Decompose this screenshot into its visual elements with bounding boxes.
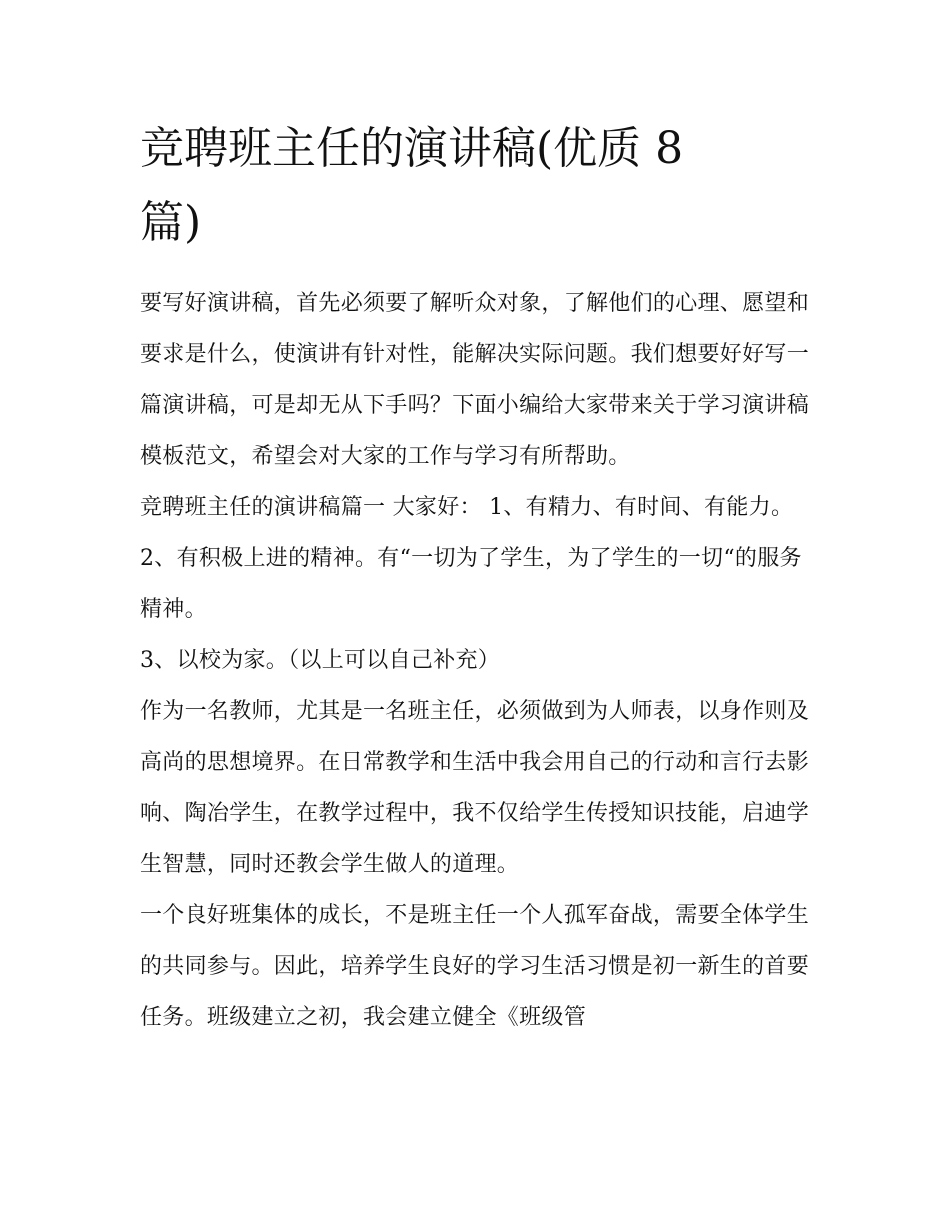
paragraph-teacher-role: 作为一名教师，尤其是一名班主任，必须做到为人师表，以身作则及高尚的思想境界。在日常教学和生活中我会用自己的行动和言行去影响、陶冶学生，在教学过程中，我不仅给学生传授知识技能，启迪学生智慧，同时还教会学生做人的道理。 bbox=[140, 699, 810, 877]
title-line-1: 竞聘班主任的演讲稿(优质 8 bbox=[140, 123, 684, 174]
document-body bbox=[140, 278, 820, 1043]
paragraph-intro: 要写好演讲稿，首先必须要了解听众对象，了解他们的心理、愿望和要求是什么，使演讲有针对性，能解决实际问题。我们想要好好写一篇演讲稿，可是却无从下手吗？下面小编给大家带来关于学习演讲稿模板范文，希望会对大家的工作与学习有所帮助。 bbox=[140, 291, 810, 469]
page-title bbox=[140, 112, 820, 260]
paragraph-article-one: 竞聘班主任的演讲稿篇一 大家好： 1、有精力、有时间、有能力。 2、有积极上进的精神。有“一切为了学生，为了学生的一切“的服务精神。 bbox=[140, 495, 802, 622]
paragraph-class-collective: 一个良好班集体的成长，不是班主任一个人孤军奋战，需要全体学生的共同参与。因此，培养学生良好的学习生活习惯是初一新生的首要任务。班级建立之初，我会建立健全《班级管 bbox=[140, 903, 810, 1030]
paragraph-point-three: 3、以校为家。（以上可以自己补充） bbox=[140, 648, 501, 673]
title-line-2: 篇) bbox=[140, 197, 202, 248]
